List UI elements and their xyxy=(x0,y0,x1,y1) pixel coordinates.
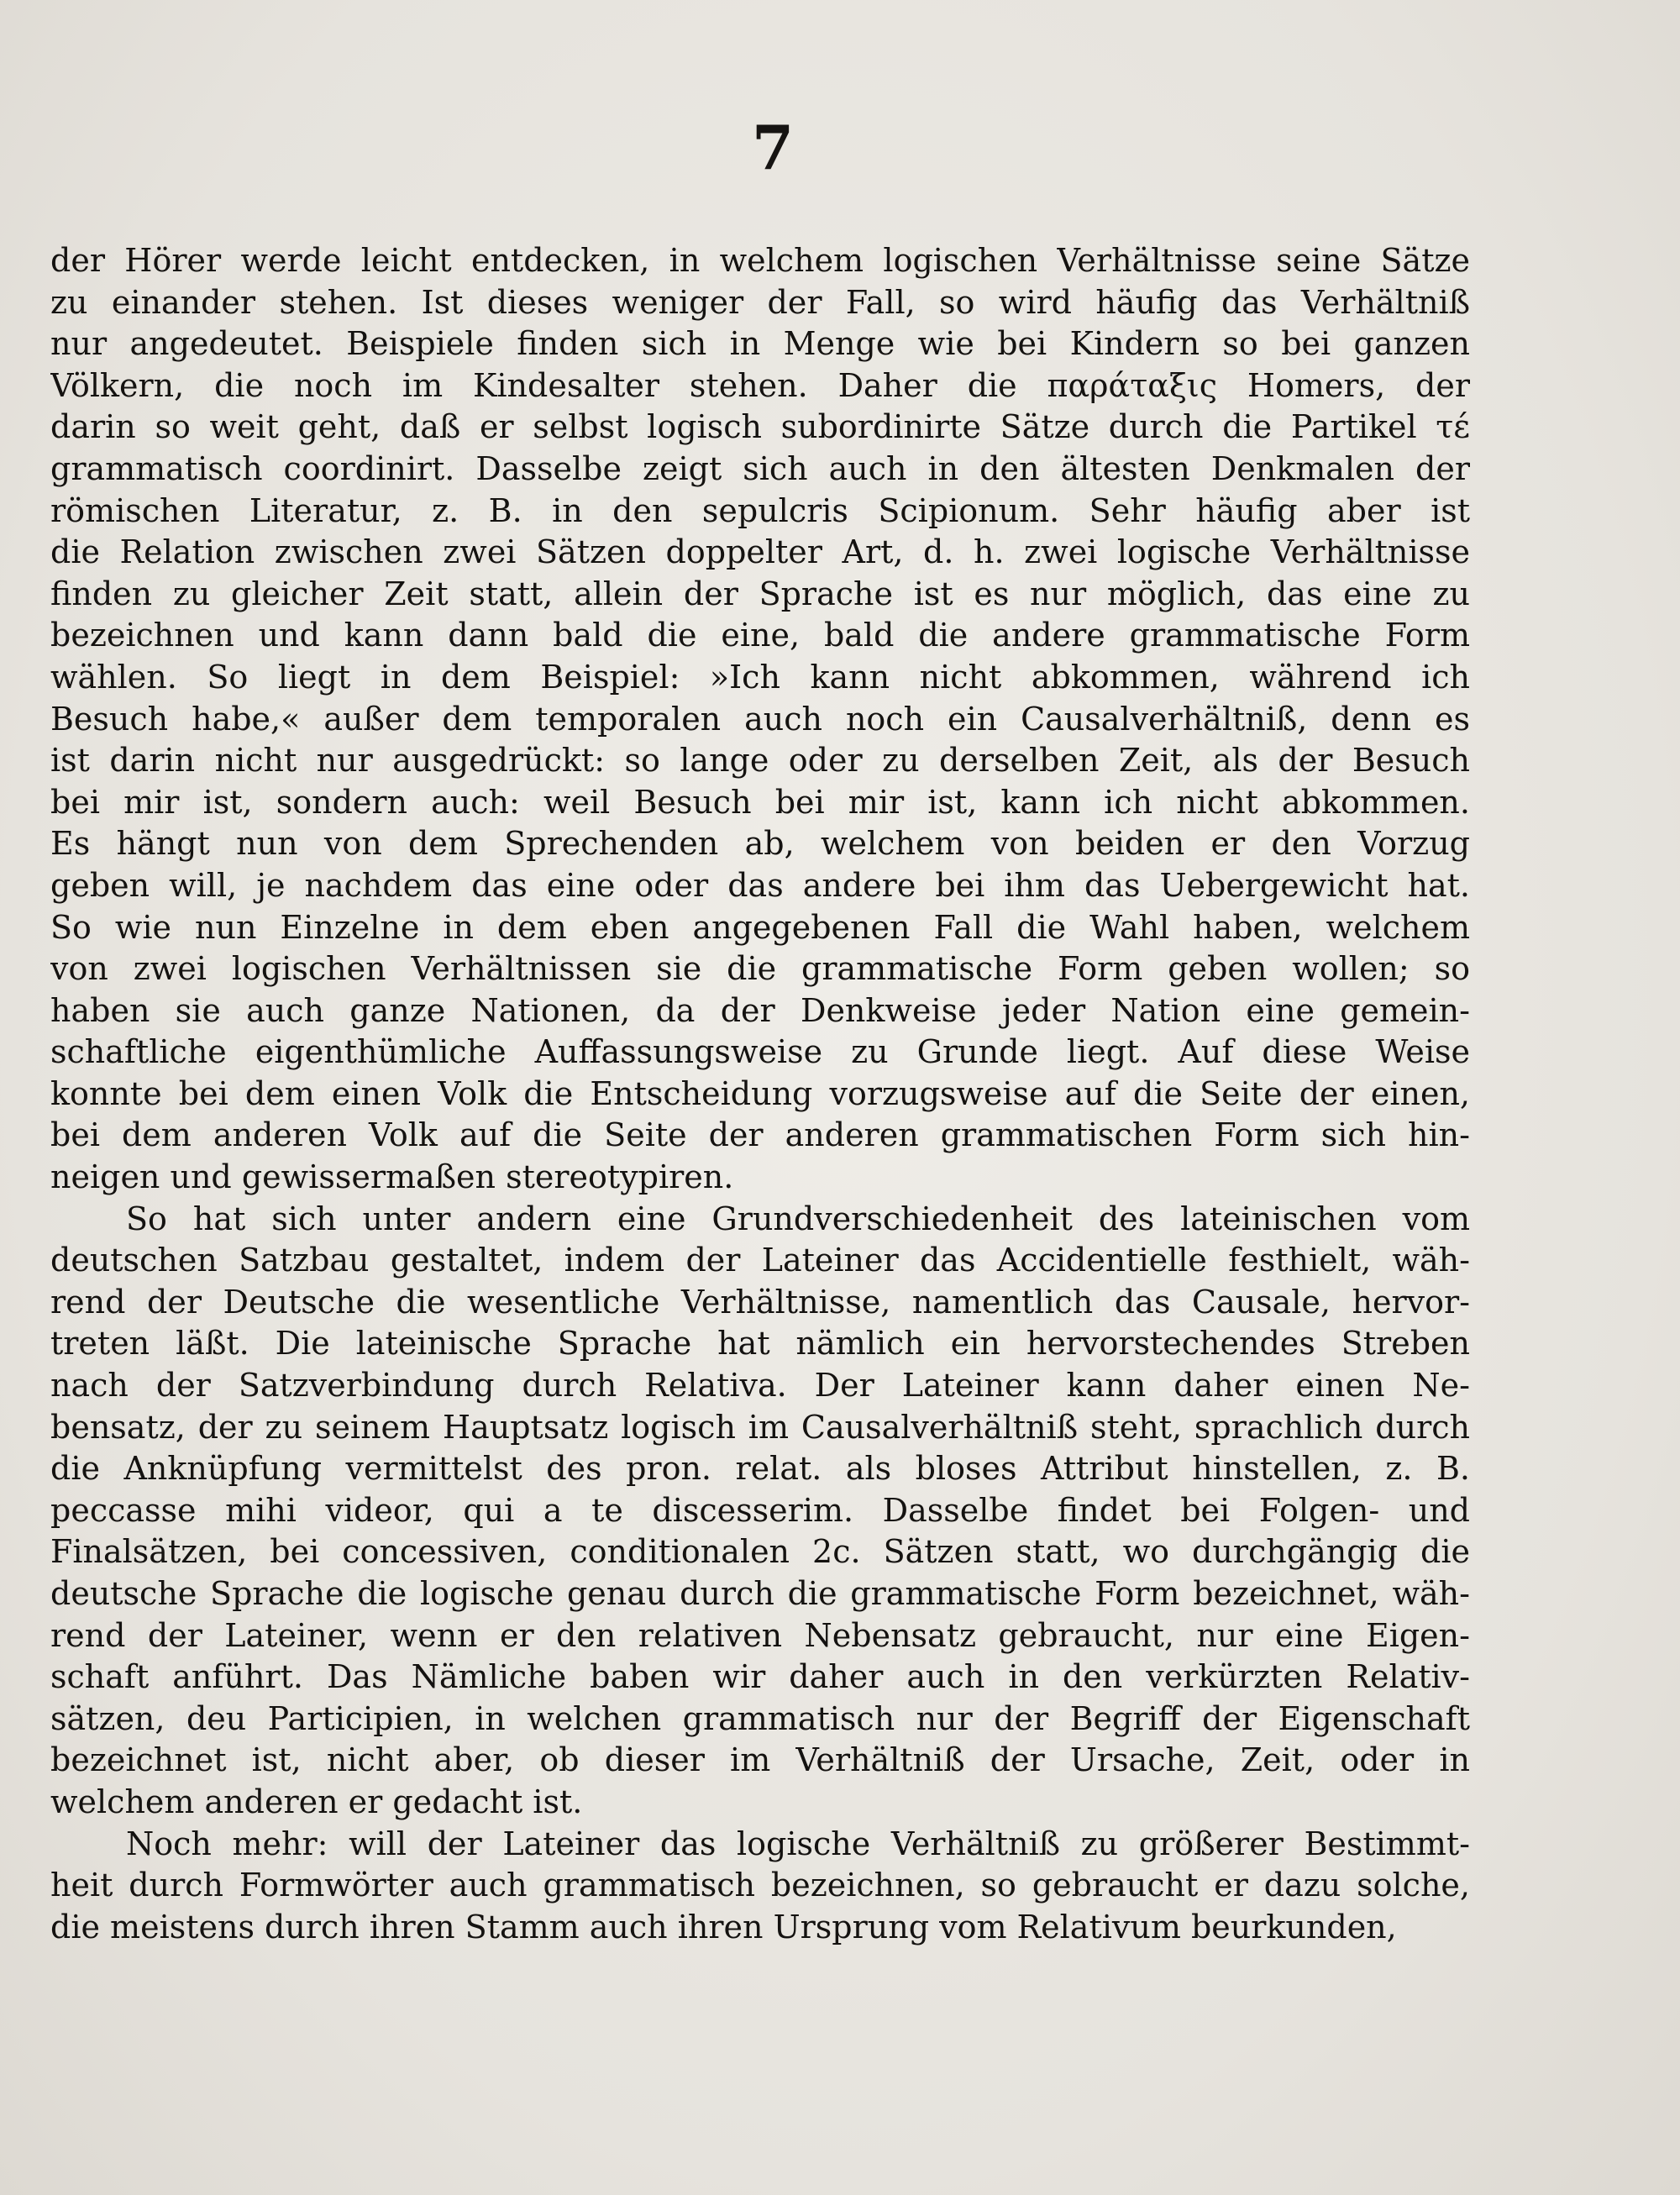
text-line: finden zu gleicher Zeit statt, allein der Sprache ist es nur möglich, das eine zu xyxy=(50,575,1470,612)
text-line: bei dem anderen Volk auf die Seite der anderen grammatischen Form sich hin- xyxy=(50,1116,1470,1154)
text-line: ist darin nicht nur ausgedrückt: so lange oder zu derselben Zeit, als der Besuch xyxy=(50,742,1470,780)
text-line: welchem anderen er gedacht ist. xyxy=(50,1783,583,1820)
text-line: bensatz, der zu seinem Hauptsatz logisch im Causalverhältniß steht, sprachlich durch xyxy=(50,1408,1470,1446)
text-line: Völkern, die noch im Kindesalter stehen. Daher die παράταξις Homers, der xyxy=(50,366,1470,404)
page-number: 7 xyxy=(751,112,795,183)
text-line: schaftliche eigenthümliche Auffassungsweise zu Grunde liegt. Auf diese Weise xyxy=(50,1033,1470,1071)
text-line: grammatisch coordinirt. Dasselbe zeigt sich auch in den ältesten Denkmalen der xyxy=(50,449,1470,487)
text-line: Es hängt nun von dem Sprechenden ab, welchem von beiden er den Vorzug xyxy=(50,825,1470,863)
body-text xyxy=(50,240,1470,1948)
text-line: bezeichnen und kann dann bald die eine, bald die andere grammatische Form xyxy=(50,617,1470,654)
text-line: bezeichnet ist, nicht aber, ob dieser im Verhältniß der Ursache, Zeit, oder in xyxy=(50,1741,1470,1779)
text-line: heit durch Formwörter auch grammatisch bezeichnen, so gebraucht er dazu solche, xyxy=(50,1867,1470,1904)
text-line: So hat sich unter andern eine Grundverschiedenheit des lateinischen vom xyxy=(126,1200,1470,1237)
text-line: treten läßt. Die lateinische Sprache hat nämlich ein hervorstechendes Streben xyxy=(50,1325,1470,1363)
text-line: der Hörer werde leicht entdecken, in welchem logischen Verhältnisse seine Sätze xyxy=(50,242,1470,279)
text-line: haben sie auch ganze Nationen, da der Denkweise jeder Nation eine gemein- xyxy=(50,991,1470,1029)
text-line: Finalsätzen, bei concessiven, conditionalen 2c. Sätzen statt, wo durchgängig die xyxy=(50,1533,1470,1571)
paragraph xyxy=(50,240,1470,1199)
text-line: von zwei logischen Verhältnissen sie die grammatische Form geben wollen; so xyxy=(50,950,1470,988)
text-line: Noch mehr: will der Lateiner das logische Verhältniß zu größerer Bestimmt- xyxy=(126,1825,1470,1862)
text-line: darin so weit geht, daß er selbst logisch subordinirte Sätze durch die Partikel τέ xyxy=(50,408,1470,446)
text-line: geben will, je nachdem das eine oder das andere bei ihm das Uebergewicht hat. xyxy=(50,866,1470,904)
text-line: peccasse mihi videor, qui a te discesserim. Dasselbe findet bei Folgen- und xyxy=(50,1491,1470,1529)
paragraph xyxy=(50,1199,1470,1824)
text-line: rend der Lateiner, wenn er den relativen Nebensatz gebraucht, nur eine Eigen- xyxy=(50,1616,1470,1654)
text-line: rend der Deutsche die wesentliche Verhältnisse, namentlich das Causale, hervor- xyxy=(50,1283,1470,1321)
text-line: bei mir ist, sondern auch: weil Besuch bei mir ist, kann ich nicht abkommen. xyxy=(50,783,1470,821)
text-line: zu einander stehen. Ist dieses weniger der Fall, so wird häufig das Verhältniß xyxy=(50,283,1470,321)
text-line: die meistens durch ihren Stamm auch ihren Ursprung vom Relativum beurkunden, xyxy=(50,1908,1397,1946)
text-line: schaft anführt. Das Nämliche baben wir daher auch in den verkürzten Relativ- xyxy=(50,1658,1470,1696)
text-line: sätzen, deu Participien, in welchen grammatisch nur der Begriff der Eigenschaft xyxy=(50,1699,1470,1737)
text-line: konnte bei dem einen Volk die Entscheidung vorzugsweise auf die Seite der einen, xyxy=(50,1074,1470,1112)
text-line: nur angedeutet. Beispiele finden sich in Menge wie bei Kindern so bei ganzen xyxy=(50,325,1470,363)
paragraph xyxy=(50,1824,1470,1949)
text-line: deutsche Sprache die logische genau durch die grammatische Form bezeichnet, wäh- xyxy=(50,1575,1470,1612)
text-line: deutschen Satzbau gestaltet, indem der Lateiner das Accidentielle festhielt, wäh- xyxy=(50,1242,1470,1279)
text-line: die Anknüpfung vermittelst des pron. relat. als bloses Attribut hinstellen, z. B. xyxy=(50,1450,1470,1488)
text-line: neigen und gewissermaßen stereotypiren. xyxy=(50,1158,734,1196)
text-line: nach der Satzverbindung durch Relativa. Der Lateiner kann daher einen Ne- xyxy=(50,1367,1470,1405)
text-line: wählen. So liegt in dem Beispiel: »Ich kann nicht abkommen, während ich xyxy=(50,658,1470,696)
text-line: So wie nun Einzelne in dem eben angegebenen Fall die Wahl haben, welchem xyxy=(50,908,1470,946)
text-line: Besuch habe,« außer dem temporalen auch noch ein Causalverhältniß, denn es xyxy=(50,700,1470,738)
text-line: römischen Literatur, z. B. in den sepulcris Scipionum. Sehr häufig aber ist xyxy=(50,491,1470,529)
text-line: die Relation zwischen zwei Sätzen doppelter Art, d. h. zwei logische Verhältnisse xyxy=(50,533,1470,571)
